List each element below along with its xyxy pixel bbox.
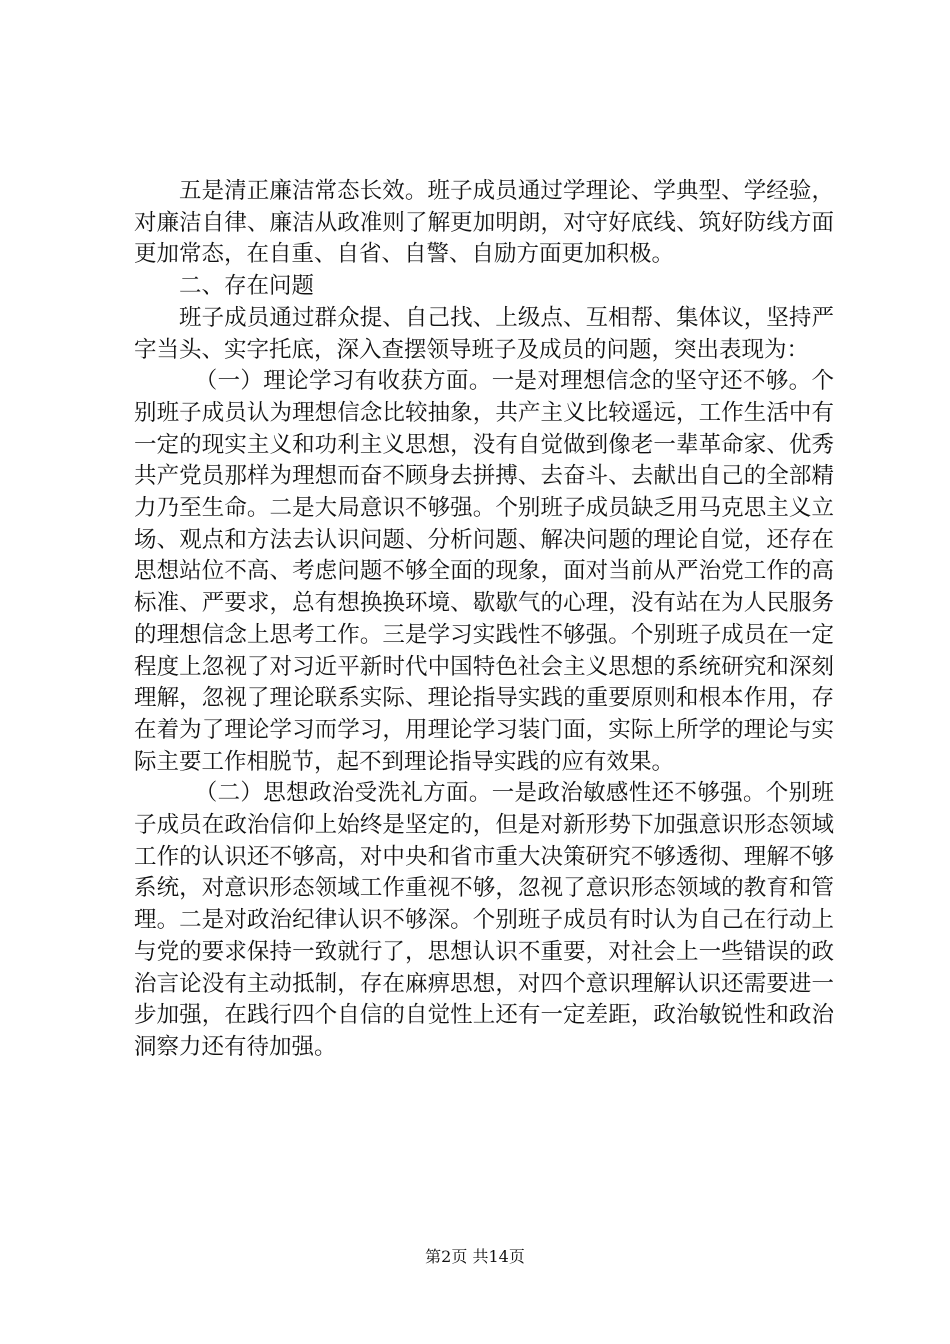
paragraph-political-thought: （二）思想政治受洗礼方面。一是政治敏感性还不够强。个别班子成员在政治信仰上始终是坚定的，但是对新形势下加强意识形态领域工作的认识还不够高，对中央和省市重大决策研究不够透彻、理解不够系统，对意识形态领域工作重视不够，忽视了意识形态领域的教育和管理。二是对政治纪律认识不够深。个别班子成员有时认为自己在行动上与党的要求保持一致就行了，思想认识不重要，对社会上一些错误的政治言论没有主动抵制，存在麻痹思想，对四个意识理解认识还需要进一步加强，在践行四个自信的自觉性上还有一定差距，政治敏锐性和政治洞察力还有待加强。 <box>134 780 834 1060</box>
section-heading-problems: 二、存在问题 <box>179 273 315 300</box>
page-total: 共14页 <box>472 1247 525 1266</box>
page-number: 第2页 <box>425 1247 468 1266</box>
paragraph-clean-governance: 五是清正廉洁常态长效。班子成员通过学理论、学典型、学经验，对廉洁自律、廉洁从政准则了解更加明朗，对守好底线、筑好防线方面更加常态，在自重、自省、自警、自励方面更加积极。 <box>134 178 834 268</box>
document-body <box>134 176 834 1064</box>
page-footer <box>0 1244 950 1267</box>
paragraph-theory-study: （一）理论学习有收获方面。一是对理想信念的坚守还不够。个别班子成员认为理想信念比较抽象，共产主义比较遥远，工作生活中有一定的现实主义和功利主义思想，没有自觉做到像老一辈革命家、优秀共产党员那样为理想而奋不顾身去拼搏、去奋斗、去献出自己的全部精力乃至生命。二是大局意识不够强。个别班子成员缺乏用马克思主义立场、观点和方法去认识问题、分析问题、解决问题的理论自觉，还存在思想站位不高、考虑问题不够全面的现象，面对当前从严治党工作的高标准、严要求，总有想换换环境、歇歇气的心理，没有站在为人民服务的理想信念上思考工作。三是学习实践性不够强。个别班子成员在一定程度上忽视了对习近平新时代中国特色社会主义思想的系统研究和深刻理解，忽视了理论联系实际、理论指导实践的重要原则和根本作用，存在着为了理论学习而学习，用理论学习装门面，实际上所学的理论与实际主要工作相脱节，起不到理论指导实践的应有效果。 <box>134 368 834 775</box>
paragraph-problems-intro: 班子成员通过群众提、自己找、上级点、互相帮、集体议，坚持严字当头、实字托底，深入查摆领导班子及成员的问题，突出表现为： <box>134 304 834 363</box>
